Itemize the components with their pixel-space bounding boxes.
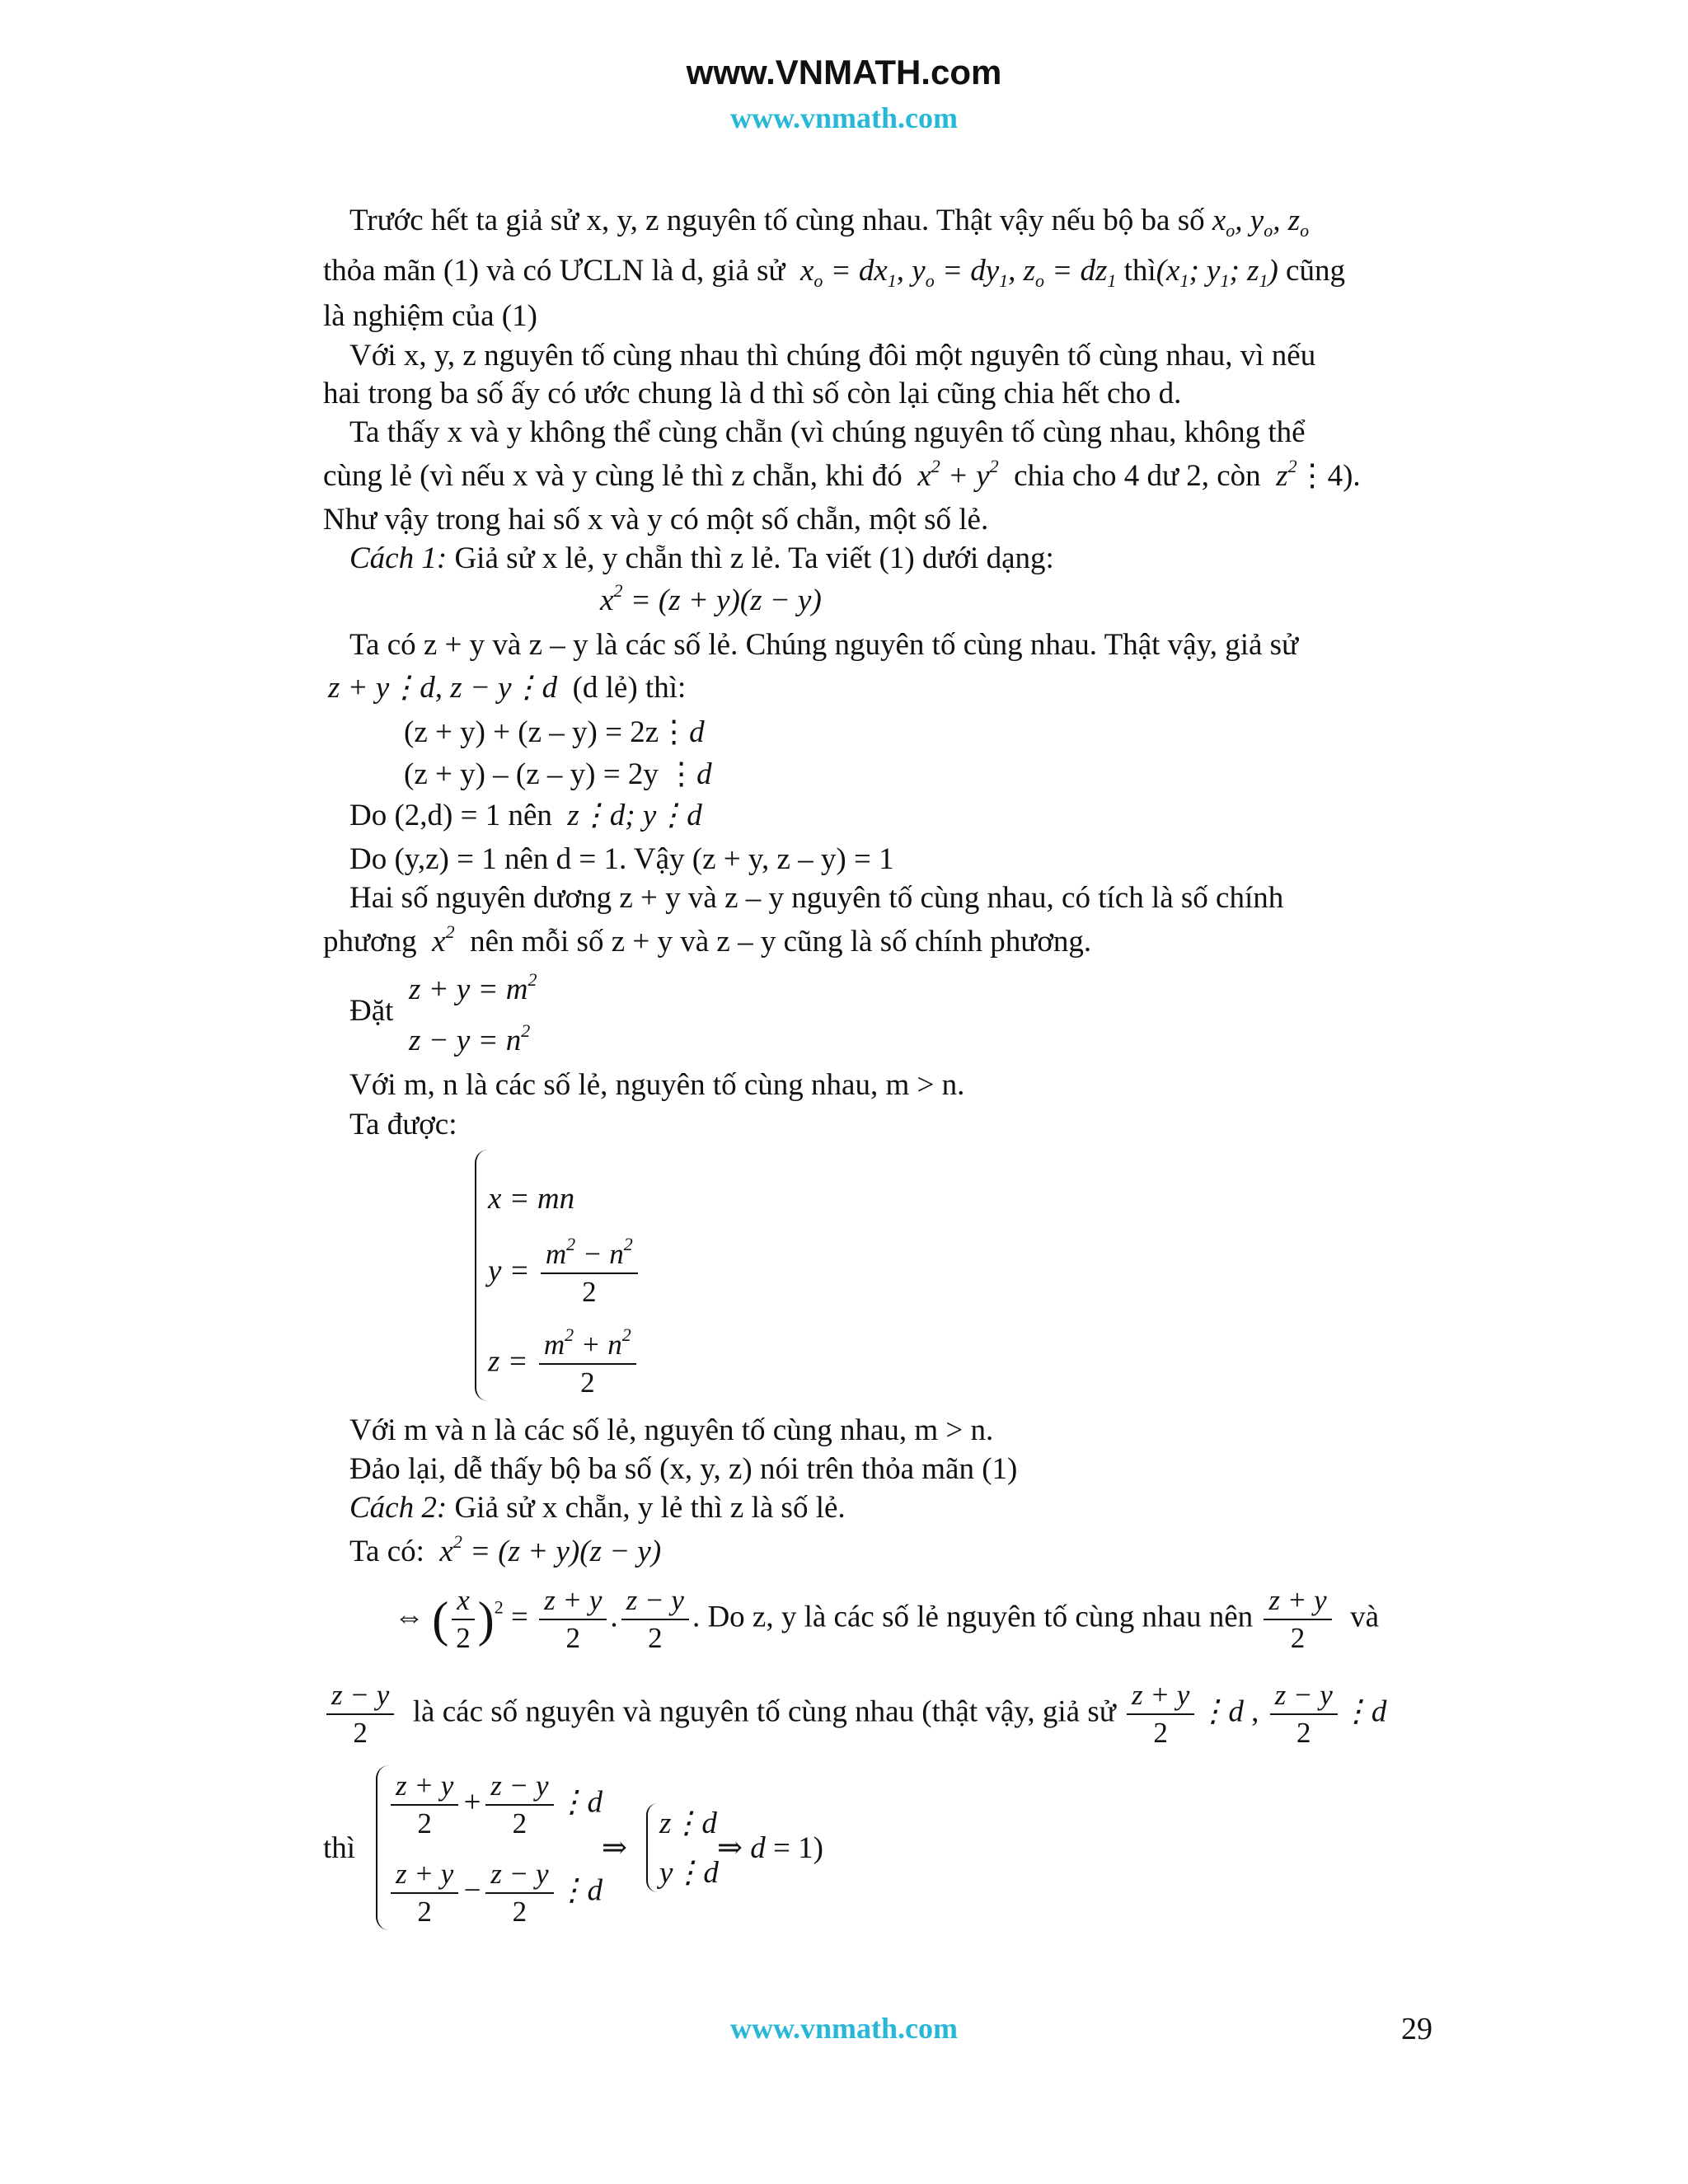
paragraph-line: Như vậy trong hai số x và y có một số chẵn, một số lẻ.	[323, 503, 989, 537]
paragraph-line: Cách 2: Giả sử x chẵn, y lẻ thì z là số lẻ.	[349, 1491, 846, 1525]
equation: z⋮d	[659, 1807, 717, 1840]
equation: (z + y) – (z – y) = 2y ⋮d	[404, 757, 712, 791]
equation: $\frac{z + y}{2}$ + $\frac{z - y}{2}$ ⋮d	[387, 1768, 603, 1842]
paragraph-line: hai trong ba số ấy có ước chung là d thì số còn lại cũng chia hết cho d.	[323, 377, 1182, 410]
paragraph-line: Hai số nguyên dương z + y và z – y nguyên tố cùng nhau, có tích là số chính	[349, 881, 1284, 915]
paragraph-line: Ta thấy x và y không thể cùng chẵn (vì chúng nguyên tố cùng nhau, không thể	[349, 415, 1306, 449]
paragraph-line: là nghiệm của (1)	[323, 299, 537, 333]
equation: x = mn	[488, 1182, 575, 1216]
paragraph-line: $\frac{z - y}{2}$ là các số nguyên và nguyên tố cùng nhau (thật vậy, giả sử $\frac{z + y}{2}$ ⋮d , $\frac{z - y}{2}$ ⋮d	[323, 1677, 1386, 1751]
paragraph-line: Với m, n là các số lẻ, nguyên tố cùng nhau, m > n.	[349, 1068, 965, 1102]
paragraph-line: thỏa mãn (1) và có ƯCLN là d, giả sử $x_o = dx_1$, $y_o = dy_1$, $z_o = dz_1$ $thì(x_1$; $y_1$; $z_1$) cũng	[323, 254, 1345, 291]
paragraph-line: thì	[323, 1831, 356, 1865]
footer-site-link[interactable]: www.vnmath.com	[730, 2012, 958, 2045]
paragraph-line: Trước hết ta giả sử x, y, z nguyên tố cùng nhau. Thật vậy nếu bộ ba số $x_o$, $y_o$, $z_o$	[349, 204, 1310, 241]
equation: ⇔ ( $\frac{x}{2}$ )$^2$ = $\frac{z + y}{2}$ . $\frac{z - y}{2}$ . Do z, y là các số lẻ nguyên tố cùng nhau nên $\frac{z + y}{2}$ và	[394, 1584, 1380, 1654]
paragraph-line: Ta có: $x^2 = (z + y)(z - y)$	[349, 1531, 662, 1568]
equation: (z + y) + (z – y) = 2z⋮d	[404, 715, 705, 749]
paragraph-line: Cách 1: Giả sử x lẻ, y chẵn thì z lẻ. Ta viết (1) dưới dạng:	[349, 541, 1054, 575]
paragraph-line: Ta được:	[349, 1108, 457, 1141]
paragraph-line: Ta có z + y và z – y là các số lẻ. Chúng nguyên tố cùng nhau. Thật vậy, giả sử	[349, 628, 1299, 662]
equation: $z - y = n^2$	[409, 1020, 531, 1057]
equation: y⋮d	[659, 1856, 719, 1890]
paragraph-line: Đặt	[349, 994, 394, 1028]
paragraph-line: z + y⋮d, z − y⋮d (d lẻ) thì:	[328, 671, 687, 705]
paragraph-line: Do (y,z) = 1 nên d = 1. Vậy (z + y, z – y) = 1	[349, 842, 894, 876]
equation: $z + y = m^2$	[409, 969, 537, 1006]
system-brace	[475, 1150, 488, 1401]
paragraph-line: Với m và n là các số lẻ, nguyên tố cùng nhau, m > n.	[349, 1413, 994, 1447]
page-number: 29	[1401, 2012, 1432, 2046]
paragraph-line: Đảo lại, dễ thấy bộ ba số (x, y, z) nói trên thỏa mãn (1)	[349, 1452, 1018, 1486]
equation: ⇒	[602, 1831, 628, 1865]
paragraph-line: cùng lẻ (vì nếu x và y cùng lẻ thì z chẵn, khi đó $x^2 + y^2$ chia cho 4 dư 2, còn $z^2⋮4$).	[323, 456, 1361, 493]
equation: y = $\frac{m^2 - n^2}{2}$	[488, 1236, 641, 1310]
equation: ⇒ d = 1)	[717, 1831, 823, 1865]
site-header-subtitle[interactable]: www.vnmath.com	[730, 101, 958, 134]
equation: $x^2 = (z + y)(z - y)$	[600, 580, 822, 617]
system-brace	[646, 1803, 658, 1892]
site-header-title[interactable]: www.VNMATH.com	[686, 53, 1002, 91]
equation: z = $\frac{m^2 + n^2}{2}$	[488, 1327, 640, 1401]
paragraph-line: Do (2,d) = 1 nên z⋮d; y⋮d	[349, 799, 702, 832]
paragraph-line: phương $x^2$ nên mỗi số z + y và z – y cũng là số chính phương.	[323, 921, 1092, 958]
equation: $\frac{z + y}{2}$ − $\frac{z - y}{2}$ ⋮d	[387, 1856, 603, 1930]
paragraph-line: Với x, y, z nguyên tố cùng nhau thì chúng đôi một nguyên tố cùng nhau, vì nếu	[349, 339, 1316, 373]
